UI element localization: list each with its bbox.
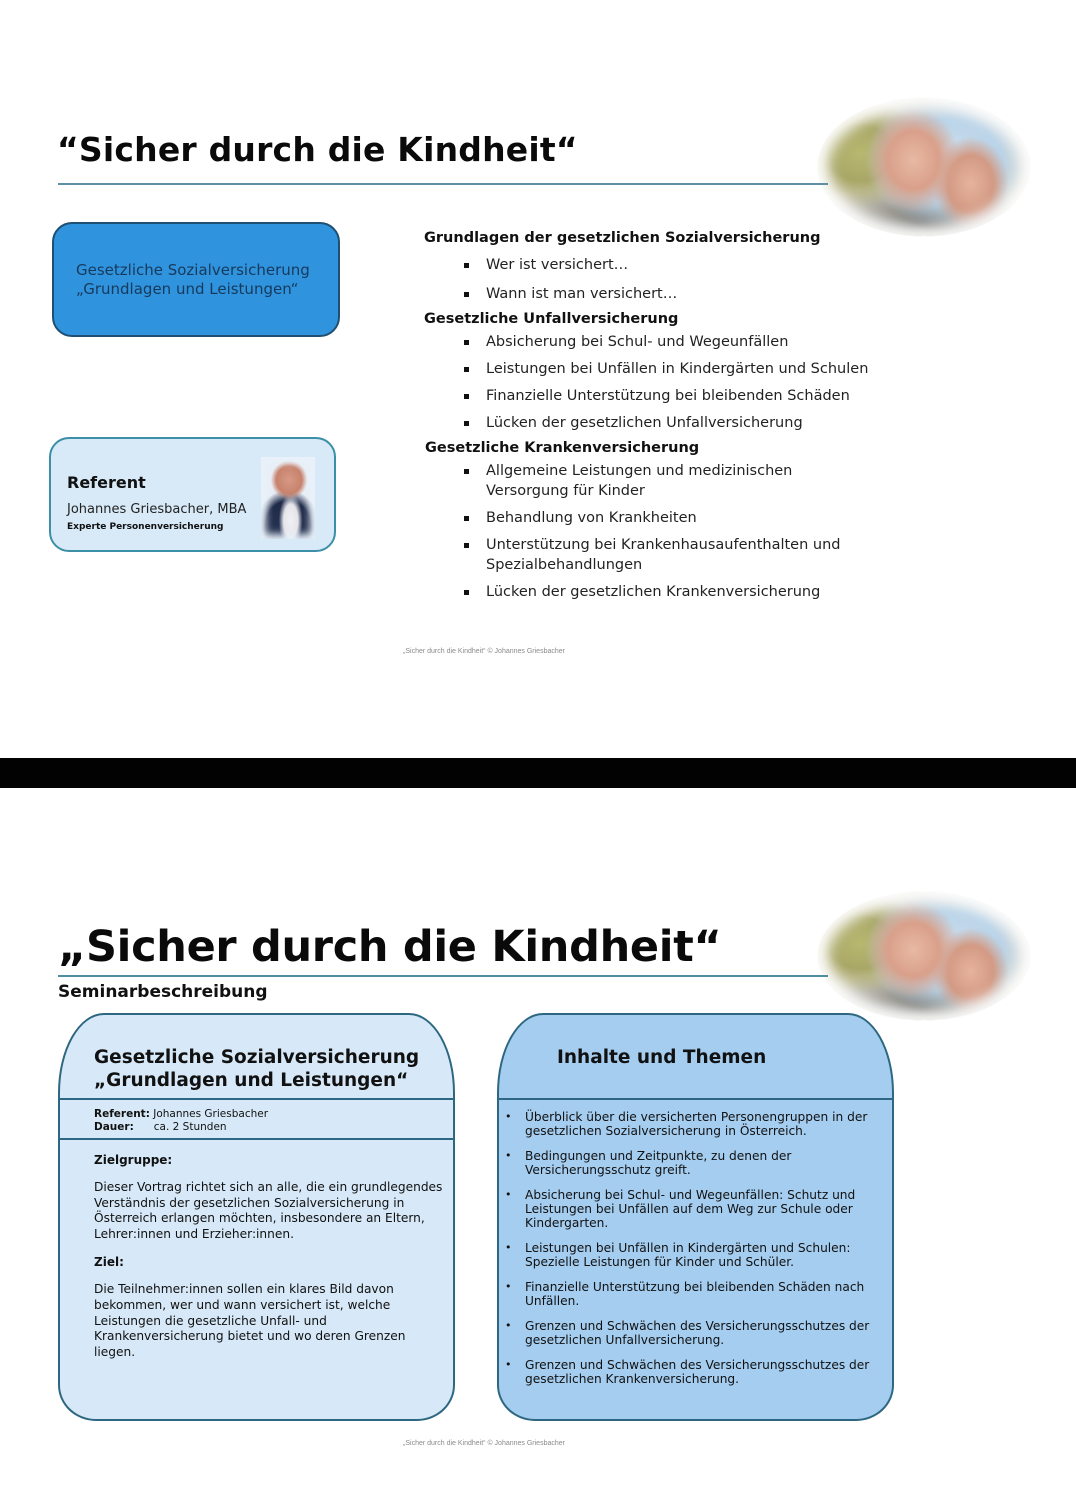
agenda-list <box>464 461 904 602</box>
list-item: Lücken der gesetzlichen Krankenversicherung <box>464 582 904 602</box>
topic-line-1: Gesetzliche Sozialversicherung <box>76 260 310 279</box>
agenda-section-heading: Gesetzliche Krankenversicherung <box>425 440 700 456</box>
referent-value: Johannes Griesbacher <box>153 1108 269 1120</box>
slide-title: “Sicher durch die Kindheit“ <box>57 130 578 169</box>
list-item: Leistungen bei Unfällen in Kindergärten und Schulen <box>464 359 924 379</box>
slide-subtitle: Seminarbeschreibung <box>58 982 268 1002</box>
list-item: • Bedingungen und Zeitpunkte, zu denen der Versicherungsschutz greift. <box>505 1149 889 1177</box>
topic-line-2: „Grundlagen und Leistungen“ <box>76 279 299 298</box>
list-item: Absicherung bei Schul- und Wegeunfällen <box>464 332 924 352</box>
list-item: Wann ist man versichert… <box>464 284 924 304</box>
card-title-line-1: Gesetzliche Sozialversicherung <box>94 1047 420 1068</box>
list-item: Finanzielle Unterstützung bei bleibenden Schäden <box>464 386 924 406</box>
baby-feet-photo <box>818 892 1030 1020</box>
list-item: • Absicherung bei Schul- und Wegeunfällen: Schutz und Leistungen bei Unfällen auf dem Weg zur Schule oder Kindergarten. <box>505 1188 889 1230</box>
duration-label: Dauer: <box>94 1121 134 1133</box>
seminar-info-card <box>58 1013 455 1421</box>
list-item: Unterstützung bei Krankenhausaufenthalten und Spezialbehandlungen <box>464 535 884 575</box>
topics-card <box>497 1013 894 1421</box>
topics-list <box>505 1110 889 1397</box>
target-group-text: Dieser Vortrag richtet sich an alle, die ein grundlegendes Verständnis der gesetzlichen Sozialversicherung in Österreich erlangen möchten, insbesondere an Eltern, Lehrer:innen und Erzieher:innen. <box>94 1180 443 1241</box>
agenda-list <box>464 332 924 433</box>
list-item: Wer ist versichert… <box>464 255 924 275</box>
title-rule <box>58 183 828 185</box>
footer-copyright: „Sicher durch die Kindheit“ © Johannes Griesbacher <box>403 648 565 655</box>
list-item: Lücken der gesetzlichen Unfallversicherung <box>464 413 924 433</box>
card-title-line-2: „Grundlagen und Leistungen“ <box>94 1070 409 1091</box>
list-item: • Überblick über die versicherten Personengruppen in der gesetzlichen Sozialversicherung in Österreich. <box>505 1110 889 1138</box>
target-group-label: Zielgruppe: <box>94 1153 173 1167</box>
list-item: • Finanzielle Unterstützung bei bleibenden Schäden nach Unfällen. <box>505 1280 889 1308</box>
referent-box <box>49 437 336 552</box>
referent-label: Referent: <box>94 1108 150 1120</box>
list-item: • Leistungen bei Unfällen in Kindergärten und Schulen: Spezielle Leistungen für Kinder und Schüler. <box>505 1241 889 1269</box>
title-rule <box>58 975 828 977</box>
list-item: Behandlung von Krankheiten <box>464 508 904 528</box>
list-item: • Grenzen und Schwächen des Versicherungsschutzes der gesetzlichen Krankenversicherung. <box>505 1358 889 1386</box>
list-item: Allgemeine Leistungen und medizinischen Versorgung für Kinder <box>464 461 844 501</box>
card-meta <box>60 1100 453 1140</box>
referent-row <box>94 1108 268 1121</box>
goal-text: Die Teilnehmer:innen sollen ein klares Bild davon bekommen, wer und wann versichert ist, welche Leistungen die gesetzliche Unfall- und Krankenversicherung bietet und wo deren Grenzen liegen. <box>94 1282 406 1359</box>
card-title: Inhalte und Themen <box>557 1047 767 1068</box>
duration-value: ca. 2 Stunden <box>153 1121 227 1133</box>
slide-title: „Sicher durch die Kindheit“ <box>58 922 722 972</box>
agenda <box>424 229 924 602</box>
card-header <box>499 1015 892 1100</box>
list-item: • Grenzen und Schwächen des Versicherungsschutzes der gesetzlichen Unfallversicherung. <box>505 1319 889 1347</box>
agenda-section-heading: Gesetzliche Unfallversicherung <box>424 311 679 327</box>
agenda-section-heading: Grundlagen der gesetzlichen Sozialversicherung <box>424 230 821 246</box>
slide-seminar-description <box>0 788 1076 1486</box>
baby-feet-photo <box>818 98 1030 236</box>
page-separator <box>0 758 1076 788</box>
card-body <box>94 1152 444 1372</box>
referent-name: Johannes Griesbacher, MBA <box>67 502 247 517</box>
topic-box <box>52 222 340 337</box>
card-header <box>60 1015 453 1100</box>
avatar <box>261 457 315 539</box>
footer-copyright: „Sicher durch die Kindheit“ © Johannes Griesbacher <box>403 1440 565 1447</box>
referent-heading: Referent <box>67 473 146 492</box>
goal-label: Ziel: <box>94 1255 124 1270</box>
referent-role: Experte Personenversicherung <box>67 522 224 532</box>
duration-row <box>94 1121 227 1134</box>
agenda-list <box>464 255 924 304</box>
